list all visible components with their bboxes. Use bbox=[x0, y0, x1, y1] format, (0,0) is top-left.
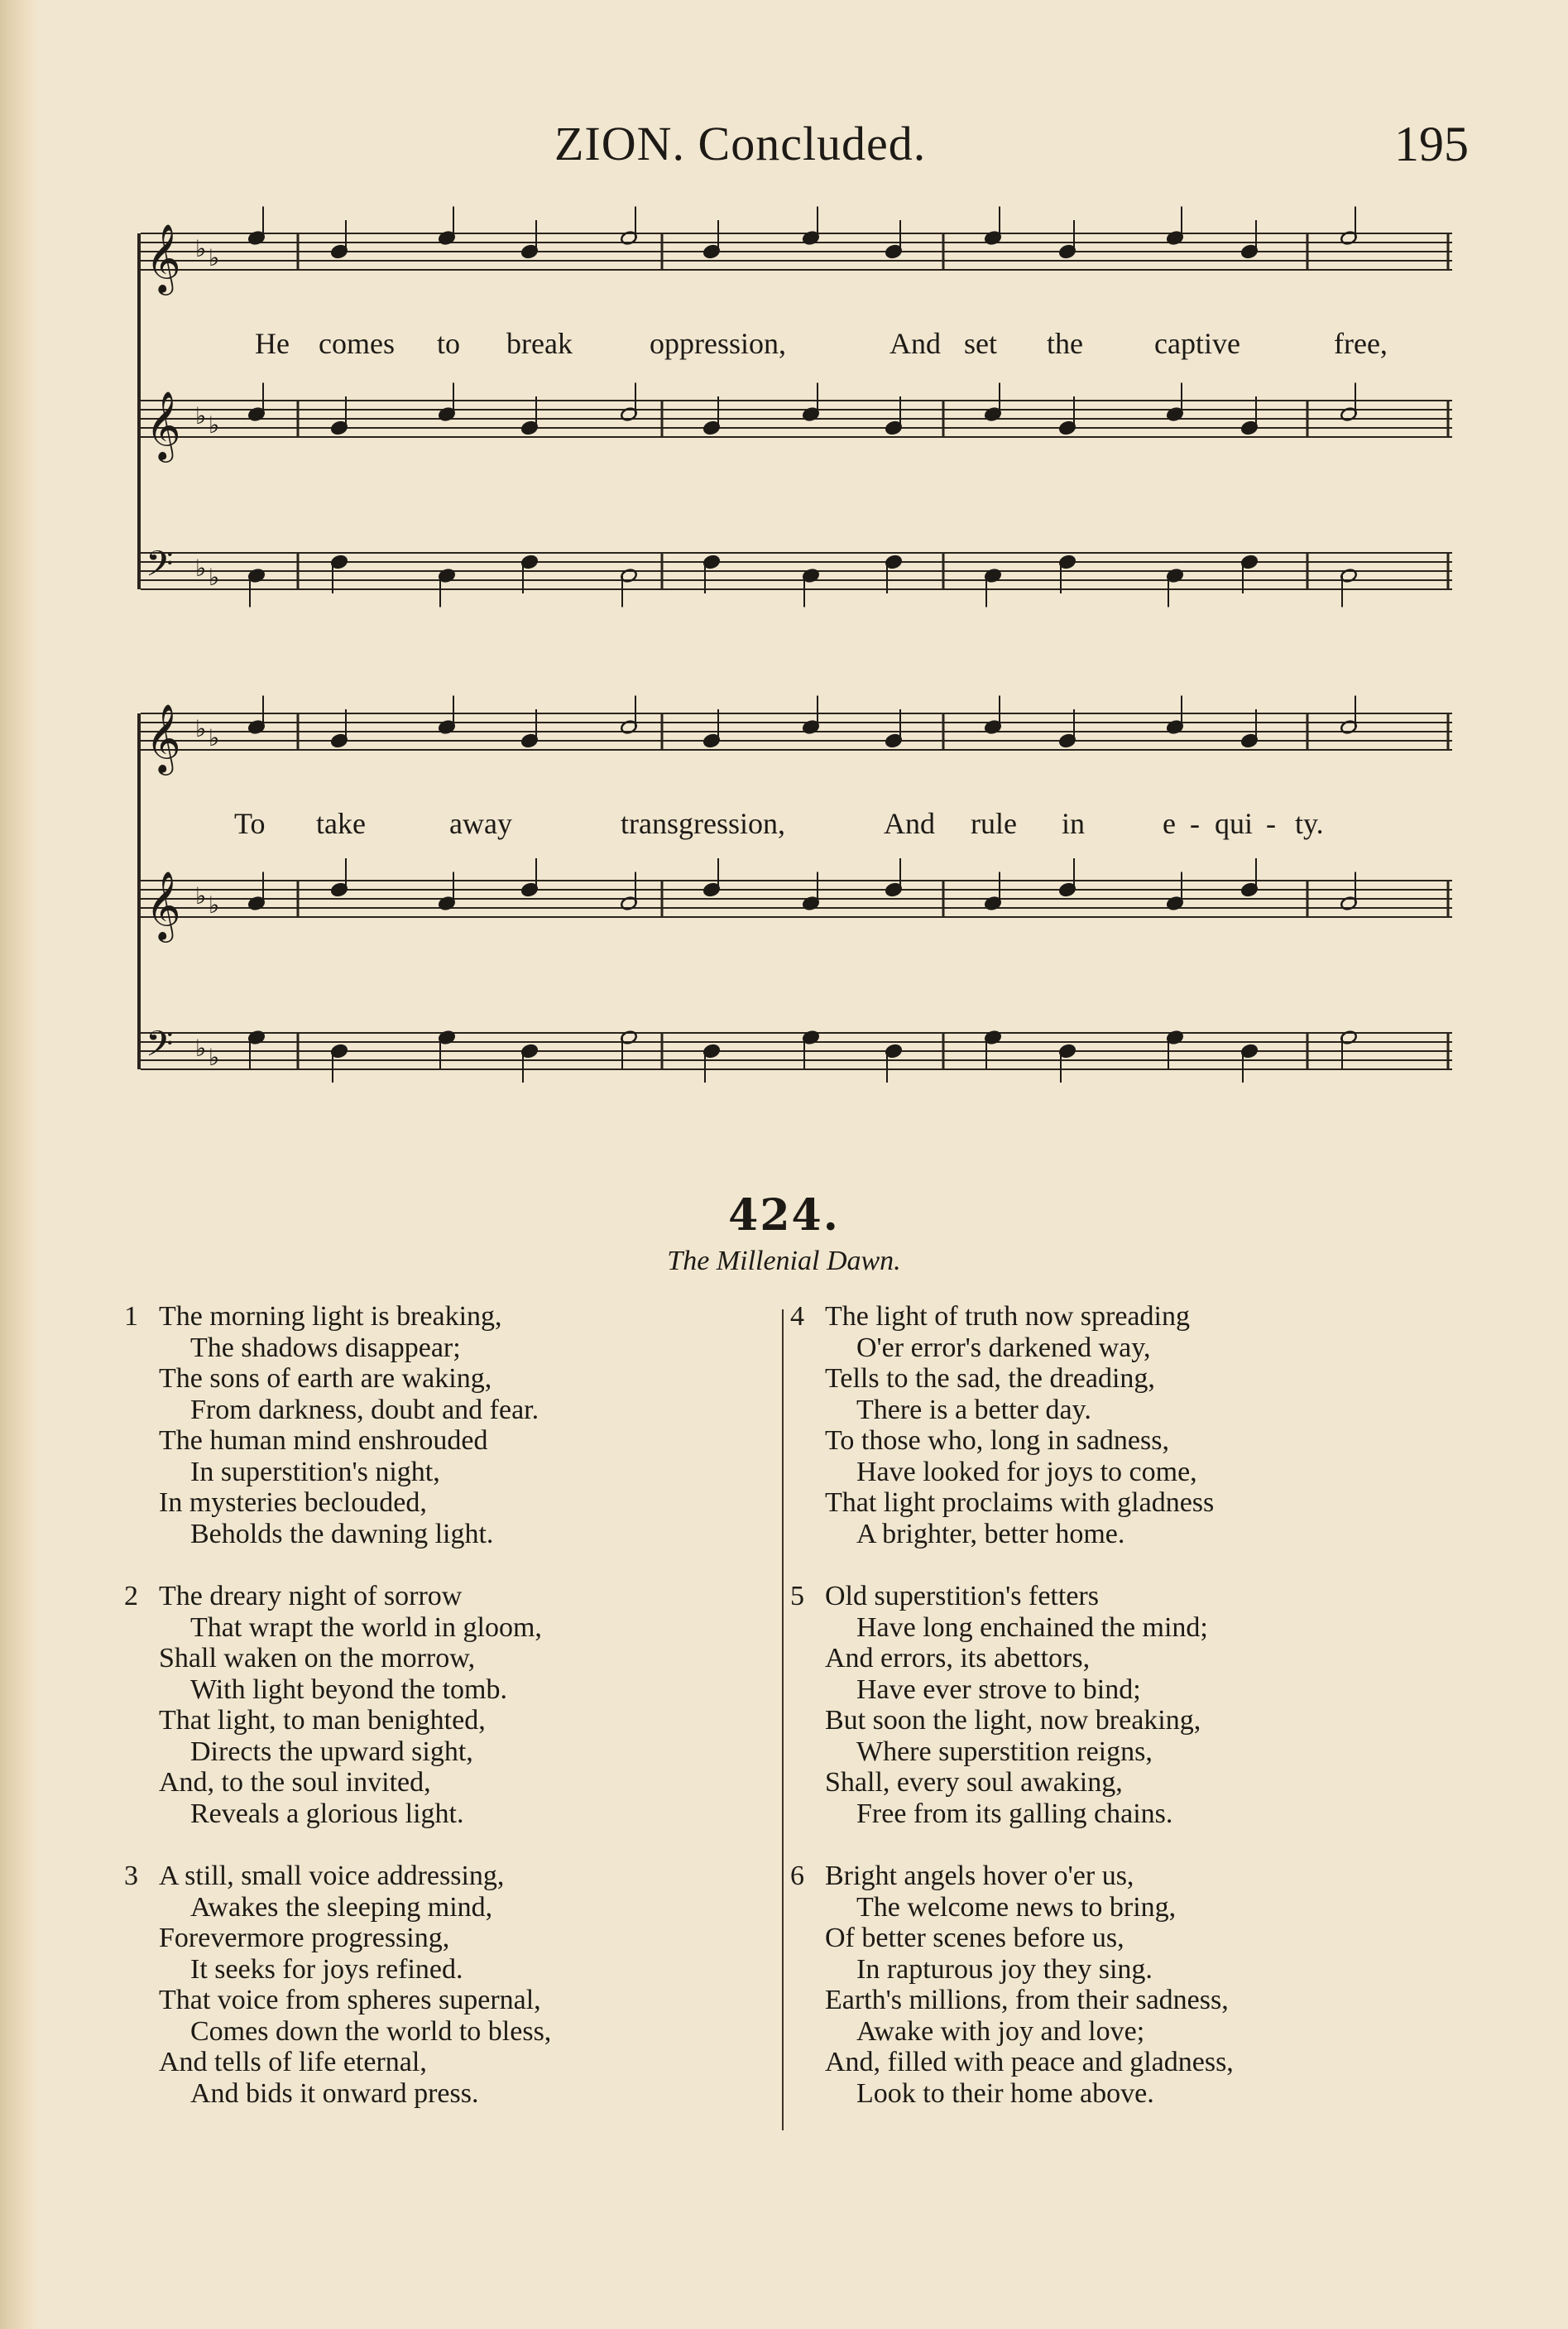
verse-column-left bbox=[124, 1301, 753, 2140]
verse-line: Bright angels hover o'er us, bbox=[825, 1861, 1134, 1891]
verse-line: Comes down the world to bless, bbox=[190, 2015, 552, 2047]
lyric-syllable: set bbox=[964, 327, 997, 360]
verse-line: That wrapt the world in gloom, bbox=[190, 1611, 542, 1643]
verse-line: From darkness, doubt and fear. bbox=[190, 1394, 539, 1425]
verse-line: Shall waken on the morrow, bbox=[159, 1643, 476, 1674]
column-divider bbox=[782, 1309, 784, 2130]
lyrics-line-2 bbox=[132, 806, 1452, 848]
stanza-1 bbox=[124, 1301, 753, 1549]
flat-icon: ♭ bbox=[195, 235, 207, 262]
verse-line: Shall, every soul awaking, bbox=[825, 1767, 1123, 1798]
flat-icon: ♭ bbox=[195, 715, 207, 742]
stanza-number: 4 bbox=[790, 1301, 804, 1332]
verse-line: And bids it onward press. bbox=[190, 2077, 479, 2109]
flat-icon: ♭ bbox=[209, 564, 220, 591]
verse-line: The light of truth now spreading bbox=[825, 1301, 1190, 1332]
verse-line: O'er error's darkened way, bbox=[856, 1332, 1151, 1363]
verse-line: That light, to man benighted, bbox=[159, 1705, 486, 1736]
flat-icon: ♭ bbox=[195, 882, 207, 910]
verse-line: And tells of life eternal, bbox=[159, 2047, 427, 2077]
verse-line: Awakes the sleeping mind, bbox=[190, 1891, 493, 1923]
stanza-6 bbox=[790, 1861, 1419, 2109]
lyrics-line-1 bbox=[132, 326, 1452, 367]
verse-line: And, to the soul invited, bbox=[159, 1767, 431, 1798]
verse-line: The sons of earth are waking, bbox=[159, 1363, 492, 1394]
lyric-syllable: free, bbox=[1334, 327, 1388, 360]
lyric-syllable: - bbox=[1266, 807, 1276, 840]
hymn-title: The Millenial Dawn. bbox=[667, 1246, 901, 1276]
verse-line: In superstition's night, bbox=[190, 1456, 440, 1487]
lyric-syllable: And bbox=[884, 807, 935, 840]
verse-line: The welcome news to bring, bbox=[856, 1891, 1177, 1923]
lyric-syllable: e bbox=[1163, 807, 1176, 840]
verse-line: Beholds the dawning light. bbox=[190, 1518, 494, 1549]
verse-line: Look to their home above. bbox=[856, 2077, 1154, 2109]
flat-icon: ♭ bbox=[209, 244, 220, 271]
verse-line: A still, small voice addressing, bbox=[159, 1861, 505, 1891]
lyric-syllable: the bbox=[1047, 327, 1083, 360]
stanza-5 bbox=[790, 1581, 1419, 1829]
hymn-number: 424. bbox=[728, 1190, 840, 1241]
lyric-syllable: comes bbox=[319, 327, 395, 360]
stanza-number: 2 bbox=[124, 1581, 138, 1611]
verse-line: Tells to the sad, the dreading, bbox=[825, 1363, 1155, 1394]
verse-line: Free from its galling chains. bbox=[856, 1798, 1173, 1829]
verse-line: It seeks for joys refined. bbox=[190, 1953, 463, 1985]
flat-icon: ♭ bbox=[209, 1044, 220, 1071]
stanza-number: 6 bbox=[790, 1861, 804, 1891]
verse-line: Earth's millions, from their sadness, bbox=[825, 1985, 1229, 2015]
treble-clef-icon: 𝄞 bbox=[146, 223, 181, 292]
lyric-syllable: rule bbox=[971, 807, 1017, 840]
music-staves-2 bbox=[132, 702, 1452, 1132]
flat-icon: ♭ bbox=[195, 555, 207, 582]
stanza-number: 3 bbox=[124, 1861, 138, 1891]
flat-icon: ♭ bbox=[195, 1035, 207, 1062]
music-staves-1 bbox=[132, 222, 1452, 652]
lyric-syllable: to bbox=[437, 327, 461, 360]
verse-line: And, filled with peace and gladness, bbox=[825, 2047, 1234, 2077]
verse-line: Directs the upward sight, bbox=[190, 1736, 473, 1767]
stanza-number: 5 bbox=[790, 1581, 804, 1611]
verse-line: Old superstition's fetters bbox=[825, 1581, 1099, 1611]
page-binding-edge bbox=[0, 0, 38, 2329]
verse-line: With light beyond the tomb. bbox=[190, 1674, 507, 1705]
running-title: ZION. Concluded. bbox=[554, 117, 927, 170]
bass-clef-icon: 𝄢 bbox=[146, 544, 174, 593]
stanza-3 bbox=[124, 1861, 753, 2109]
lyric-syllable: take bbox=[316, 807, 366, 840]
verse-line: The human mind enshrouded bbox=[159, 1425, 488, 1456]
music-system-2 bbox=[132, 702, 1452, 1132]
verse-line: And errors, its abettors, bbox=[825, 1643, 1091, 1674]
verse-line: Awake with joy and love; bbox=[856, 2015, 1145, 2047]
verse-line: Of better scenes before us, bbox=[825, 1923, 1124, 1953]
stanza-2 bbox=[124, 1581, 753, 1829]
lyric-syllable: away bbox=[449, 807, 512, 840]
verse-line: Have looked for joys to come, bbox=[856, 1456, 1197, 1487]
verse-line: The shadows disappear; bbox=[190, 1332, 461, 1363]
treble-clef-icon: 𝄞 bbox=[146, 870, 181, 939]
flat-icon: ♭ bbox=[209, 891, 220, 919]
verse-line: In rapturous joy they sing. bbox=[856, 1953, 1153, 1985]
verse-line: That light proclaims with gladness bbox=[825, 1487, 1215, 1518]
lyric-syllable: To bbox=[234, 807, 266, 840]
treble-clef-icon: 𝄞 bbox=[146, 390, 181, 459]
bass-clef-icon: 𝄢 bbox=[146, 1024, 174, 1073]
lyric-syllable: - bbox=[1190, 807, 1200, 840]
verse-line: Have ever strove to bind; bbox=[856, 1674, 1141, 1705]
verse-line: In mysteries beclouded, bbox=[159, 1487, 427, 1518]
verse-line: The dreary night of sorrow bbox=[159, 1581, 463, 1611]
verse-line: Have long enchained the mind; bbox=[856, 1611, 1208, 1643]
music-system-1 bbox=[132, 222, 1452, 652]
lyric-syllable: And bbox=[889, 327, 941, 360]
verse-line: There is a better day. bbox=[856, 1394, 1091, 1425]
verse-line: Where superstition reigns, bbox=[856, 1736, 1153, 1767]
lyric-syllable: ty. bbox=[1295, 807, 1324, 840]
verse-column-right bbox=[790, 1301, 1419, 2140]
flat-icon: ♭ bbox=[209, 724, 220, 752]
verse-line: Reveals a glorious light. bbox=[190, 1798, 464, 1829]
lyric-syllable: oppression, bbox=[650, 327, 786, 360]
verse-line: The morning light is breaking, bbox=[159, 1301, 502, 1332]
verse-line: That voice from spheres supernal, bbox=[159, 1985, 541, 2015]
lyric-syllable: qui bbox=[1215, 807, 1254, 840]
page-number: 195 bbox=[1394, 117, 1469, 171]
flat-icon: ♭ bbox=[209, 411, 220, 439]
verse-line: But soon the light, now breaking, bbox=[825, 1705, 1201, 1736]
lyric-syllable: transgression, bbox=[621, 807, 785, 840]
lyric-syllable: captive bbox=[1154, 327, 1240, 360]
treble-clef-icon: 𝄞 bbox=[146, 703, 181, 772]
lyric-syllable: in bbox=[1062, 807, 1086, 840]
flat-icon: ♭ bbox=[195, 402, 207, 430]
lyric-syllable: break bbox=[506, 327, 573, 360]
verse-line: To those who, long in sadness, bbox=[825, 1425, 1169, 1456]
lyric-syllable: He bbox=[255, 327, 290, 360]
stanza-4 bbox=[790, 1301, 1419, 1549]
stanza-number: 1 bbox=[124, 1301, 138, 1332]
page-header bbox=[554, 116, 1469, 182]
verse-line: A brighter, better home. bbox=[856, 1518, 1125, 1549]
verse-line: Forevermore progressing, bbox=[159, 1923, 450, 1953]
